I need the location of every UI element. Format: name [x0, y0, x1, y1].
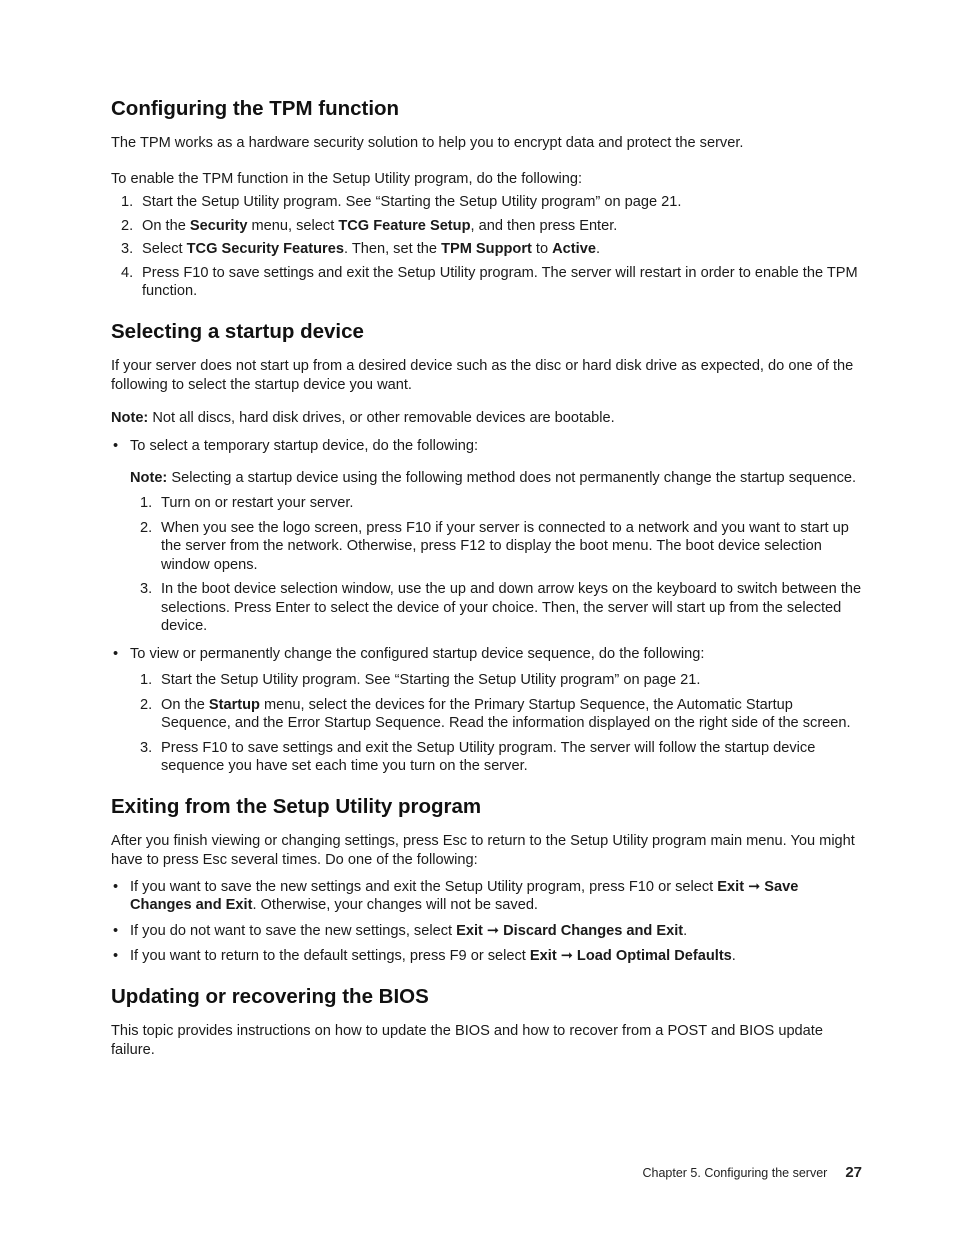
list-item: 1. Turn on or restart your server. — [140, 495, 354, 511]
list-item: 1. Start the Setup Utility program. See “Starting the Setup Utility program” on page 21. — [121, 194, 682, 210]
temporary-steps — [130, 494, 863, 636]
page-content — [111, 96, 863, 1078]
startup-note: Note: Not all discs, hard disk drives, or other removable devices are bootable. — [111, 409, 615, 426]
arrow-icon: ➞ — [486, 922, 500, 939]
list-item: 2. On the Security menu, select TCG Feature Setup, and then press Enter. — [121, 217, 618, 234]
section-bios — [111, 984, 863, 1060]
footer-chapter: Chapter 5. Configuring the server — [642, 1166, 828, 1180]
list-item: 2. On the Startup menu, select the devices for the Primary Startup Sequence, the Automatic Startup Sequence, and the Error Startup Sequence. Read the information displayed on the right side of the screen. — [140, 696, 851, 731]
permanent-steps — [130, 671, 863, 776]
section-exit — [111, 794, 863, 966]
heading-startup-device: Selecting a startup device — [111, 319, 364, 343]
page-footer — [642, 1164, 862, 1181]
list-item: 2. When you see the logo screen, press F10 if your server is connected to a network and you want to start up the server from the network. Otherwise, press F12 to display the boot menu. The boot device selection window opens. — [140, 519, 849, 573]
list-item: 3. Select TCG Security Features. Then, set the TPM Support to Active. — [121, 241, 601, 257]
list-item: • To view or permanently change the configured startup device sequence, do the following: 1. Start the Setup Utility program. See “Starting the Setup Utility program” on page 21. 2. On the Startup menu, select the devices for the Primary Startup Sequence, the Automatic Startup Sequence, and the Error Startup Sequence. Read the information displayed on the right side of the screen. 3. Press F10 to save settings and exit the Setup Utility program. The server will follow the startup device sequence you have set each time you turn on the server. — [111, 645, 863, 776]
section-tpm — [111, 96, 863, 301]
arrow-icon: ➞ — [748, 878, 761, 895]
list-item: • To select a temporary startup device, do the following: Note: Selecting a startup device using the following method does not permanently change the startup sequence. 1. Turn on or restart your server. 2. When you see the logo screen, press F10 if your server is connected to a network and you want to start up the server from the network. Otherwise, press F12 to display the boot menu. The boot device selection window opens. 3. In the boot device selection window, use the up and down arrow keys on the keyboard to switch between the selections. Press Enter to select the device of your choice. Then, the server will start up from the selected device. — [113, 437, 862, 634]
heading-exit: Exiting from the Setup Utility program — [111, 794, 482, 818]
exit-intro: After you finish viewing or changing settings, press Esc to return to the Setup Utility program main menu. You might have to press Esc several times. Do one of the following: — [111, 832, 855, 868]
heading-bios: Updating or recovering the BIOS — [111, 984, 429, 1008]
list-item: • If you do not want to save the new settings, select Exit ➞ Discard Changes and Exit. — [113, 922, 688, 939]
heading-tpm: Configuring the TPM function — [111, 97, 400, 120]
section-startup-device — [111, 319, 863, 776]
list-item: • If you want to return to the default settings, press F9 or select Exit ➞ Load Optimal Defaults. — [113, 948, 736, 964]
list-item: 4. Press F10 to save settings and exit the Setup Utility program. The server will restart in order to enable the TPM function. — [121, 264, 858, 299]
arrow-icon: ➞ — [560, 948, 573, 964]
tpm-steps — [111, 193, 863, 301]
permanent-sequence-block — [130, 671, 863, 776]
startup-options — [111, 437, 863, 776]
temporary-note: Note: Selecting a startup device using the following method does not permanently change the startup sequence. — [130, 470, 857, 486]
list-item: 1. Start the Setup Utility program. See “Starting the Setup Utility program” on page 21. — [140, 672, 701, 688]
bios-intro: This topic provides instructions on how to update the BIOS and how to recover from a POST and BIOS update failure. — [111, 1022, 823, 1058]
page-number: 27 — [845, 1164, 862, 1181]
startup-intro: If your server does not start up from a desired device such as the disc or hard disk drive as expected, do one of the following to select the startup device you want. — [111, 357, 854, 393]
list-item: • If you want to save the new settings and exit the Setup Utility program, press F10 or select Exit ➞ Save Changes and Exit. Otherwise, your changes will not be saved. — [113, 878, 799, 913]
temporary-device-block — [130, 469, 863, 636]
tpm-instructions-lead: To enable the TPM function in the Setup Utility program, do the following: — [111, 171, 583, 187]
exit-options — [111, 878, 863, 966]
list-item: 3. In the boot device selection window, use the up and down arrow keys on the keyboard to switch between the selections. Press Enter to select the device of your choice. Then, the server will start up from the selected device. — [140, 581, 862, 634]
list-item: 3. Press F10 to save settings and exit the Setup Utility program. The server will follow the startup device sequence you have set each time you turn on the server. — [140, 739, 816, 774]
tpm-intro: The TPM works as a hardware security solution to help you to encrypt data and protect the server. — [111, 135, 744, 151]
